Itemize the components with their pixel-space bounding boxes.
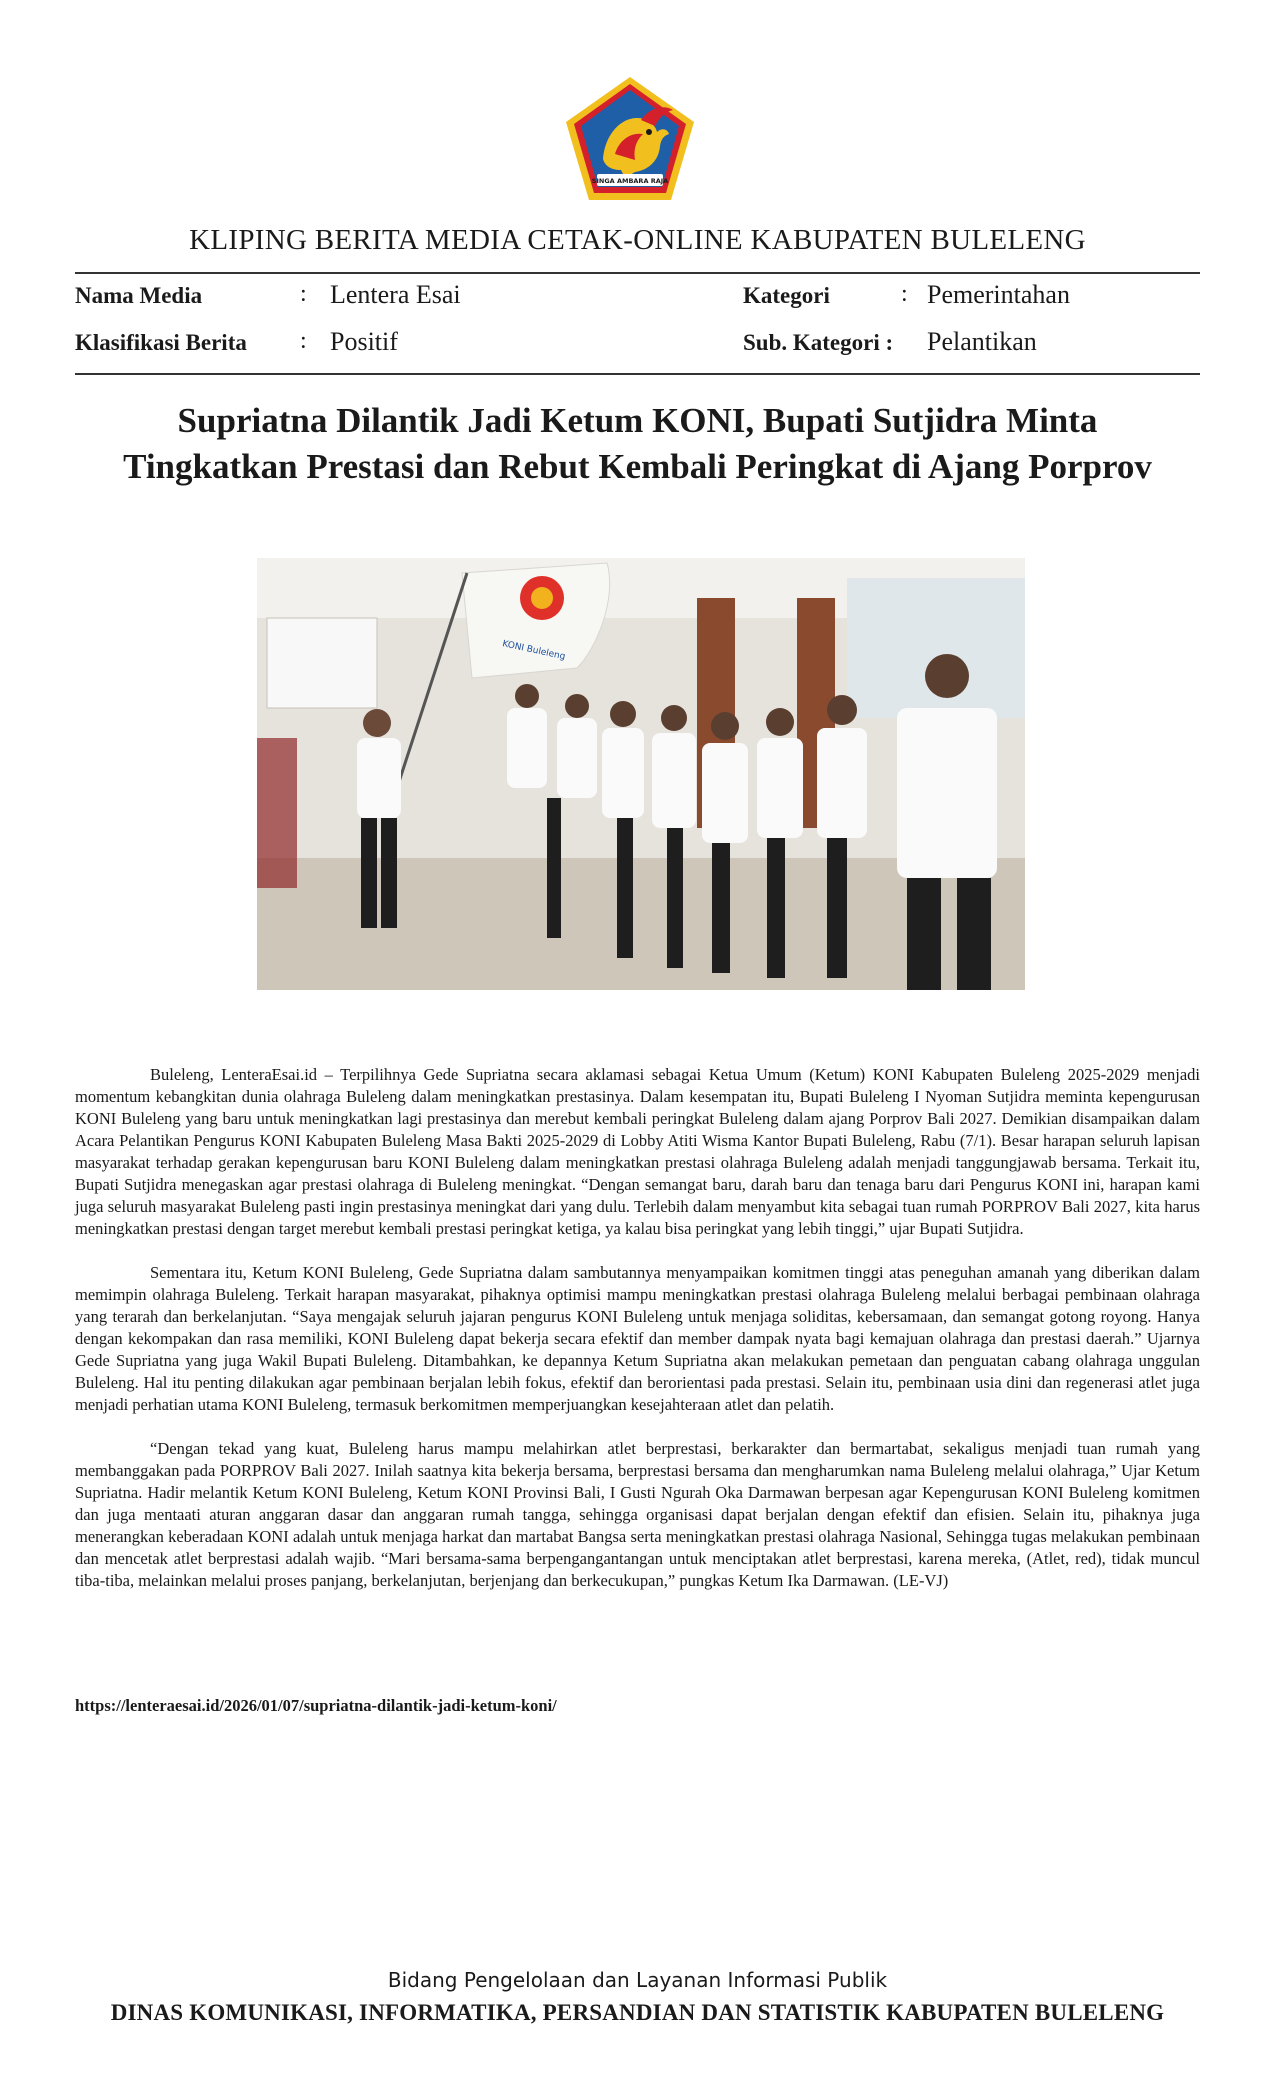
klasifikasi-label: Klasifikasi Berita	[75, 330, 247, 355]
clipping-header-title: KLIPING BERITA MEDIA CETAK-ONLINE KABUPATEN BULELENG	[189, 224, 1086, 256]
header-divider-bottom	[75, 373, 1200, 375]
klasifikasi-value: Positif	[330, 327, 398, 356]
meta-row-klasifikasi	[75, 327, 1200, 363]
footer-division: Bidang Pengelolaan dan Layanan Informasi Publik	[387, 1968, 888, 1992]
article-paragraph-3: “Dengan tekad yang kuat, Buleleng harus mampu melahirkan atlet berprestasi, berkarakter dan bermartabat, sekaligus menjadi tuan rumah yang membanggakan pada PORPROV Bali 2027. Inilah saatnya kita bekerja bersama, berprestasi bersama dan mengharumkan nama Buleleng melalui olahraga,” Ujar Ketum Supriatna. Hadir melantik Ketum KONI Buleleng, Ketum KONI Provinsi Bali, I Gusti Ngurah Oka Darmawan berpesan agar Kepengurusan KONI Buleleng komitmen dan juga mentaati aturan anggaran dasar dan anggaran rumah tangga, sehingga organisasi dapat berjalan dengan efektif dan efisien. Selain itu, pihaknya juga menerangkan keberadaan KONI adalah untuk menjaga harkat dan martabat Bangsa serta meningkatkan prestasi olahraga Nasional, Sehingga tugas melakukan pembinaan dan mencetak atlet berprestasi adalah wajib. “Mari bersama-sama berpengangantangan untuk menciptakan atlet berprestasi, karena mereka, (Atlet, red), tidak muncul tiba-tiba, melainkan melalui proses panjang, berkelanjutan, berjenjang dan berkecukupan,” pungkas Ketum Ika Darmawan. (LE-VJ)	[75, 1439, 1200, 1590]
klasifikasi-colon: :	[300, 328, 307, 354]
kategori-colon: :	[901, 281, 908, 307]
article-title	[75, 398, 1200, 490]
source-url-link[interactable]: https://lenteraesai.id/2026/01/07/supriatna-dilantik-jadi-ketum-koni/	[75, 1696, 557, 1715]
sub-kategori-label: Sub. Kategori :	[743, 330, 894, 355]
article-title-line-1: Supriatna Dilantik Jadi Ketum KONI, Bupati Sutjidra Minta	[177, 401, 1098, 440]
buleleng-emblem-logo	[563, 74, 697, 204]
nama-media-colon: :	[300, 281, 307, 307]
article-photo	[257, 558, 1025, 990]
article-title-line-2: Tingkatkan Prestasi dan Rebut Kembali Peringkat di Ajang Porprov	[123, 447, 1152, 486]
inauguration-photo-illustration	[257, 558, 1025, 990]
meta-row-media	[75, 280, 1200, 316]
article-paragraph-2: Sementara itu, Ketum KONI Buleleng, Gede Supriatna dalam sambutannya menyampaikan komitmen tinggi atas peneguhan amanah yang diberikan dalam memimpin olahraga Buleleng. Terkait harapan masyarakat, pihaknya optimisi mampu meningkatkan prestasi olahraga Buleleng melalui berbagai pembinaan olahraga yang terarah dan berkelanjutan. “Saya mengajak seluruh jajaran pengurus KONI Buleleng untuk menjaga soliditas, kebersamaan, dan semangat gotong royong. Hanya dengan kekompakan dan rasa memiliki, KONI Buleleng dapat bekerja secara efektif dan member dampak nyata bagi kemajuan olahraga dan prestasi daerah.” Ujarnya Gede Supriatna yang juga Wakil Bupati Buleleng. Ditambahkan, ke depannya Ketum Supriatna akan melakukan pemetaan dan penguatan cabang olahraga unggulan Buleleng. Hal itu penting dilakukan agar pembinaan berjalan lebih fokus, efektif dan berorientasi pada prestasi. Selain itu, pembinaan usia dini dan regenerasi atlet juga menjadi perhatian utama KONI Buleleng, termasuk berkomitmen memperjuangkan kesejahteraan atlet dan pelatih.	[75, 1263, 1200, 1414]
svg-text:SINGA AMBARA RAJA: SINGA AMBARA RAJA	[591, 177, 669, 185]
nama-media-value: Lentera Esai	[330, 280, 461, 309]
flag-text: KONI Buleleng	[501, 639, 567, 663]
kategori-value: Pemerintahan	[927, 280, 1070, 309]
sub-kategori-value: Pelantikan	[927, 327, 1037, 356]
nama-media-label: Nama Media	[75, 283, 203, 308]
footer-agency: DINAS KOMUNIKASI, INFORMATIKA, PERSANDIAN DAN STATISTIK KABUPATEN BULELENG	[110, 2000, 1165, 2025]
article-body	[75, 1064, 1200, 1614]
kategori-label: Kategori	[743, 283, 830, 308]
emblem-icon	[563, 74, 697, 204]
header-divider-top	[75, 272, 1200, 274]
article-paragraph-1: Buleleng, LenteraEsai.id – Terpilihnya Gede Supriatna secara aklamasi sebagai Ketua Umum (Ketum) KONI Kabupaten Buleleng 2025-2029 menjadi momentum kebangkitan dunia olahraga Buleleng dalam meningkatkan prestasinya. Dalam kesempatan itu, Bupati Buleleng I Nyoman Sutjidra meminta kepengurusan KONI Buleleng yang baru untuk meningkatkan lagi prestasinya dan merebut kembali peringkat Buleleng dalam ajang Porprov Bali 2027. Demikian disampaikan dalam Acara Pelantikan Pengurus KONI Kabupaten Buleleng Masa Bakti 2025-2029 di Lobby Atiti Wisma Kantor Bupati Buleleng, Rabu (7/1). Besar harapan seluruh lapisan masyarakat terhadap gerakan kepengurusan baru KONI Buleleng dalam meningkatkan prestasi olahraga Buleleng adalah menjadi tanggungjawab bersama. Terkait itu, Bupati Sutjidra menegaskan agar prestasi olahraga di Buleleng meningkat. “Dengan semangat baru, darah baru dan tenaga baru dari Pengurus KONI ini, harapan kami juga seluruh masyarakat Buleleng pasti ingin prestasinya meningkat dari yang dulu. Terlebih dalam menyambut kita sebagai tuan rumah PORPROV Bali 2027, kita harus meningkatkan prestasi dengan target merebut kembali prestasi peringkat ketiga, ya kalau bisa peringkat yang lebih tinggi,” ujar Bupati Sutjidra.	[75, 1065, 1200, 1238]
